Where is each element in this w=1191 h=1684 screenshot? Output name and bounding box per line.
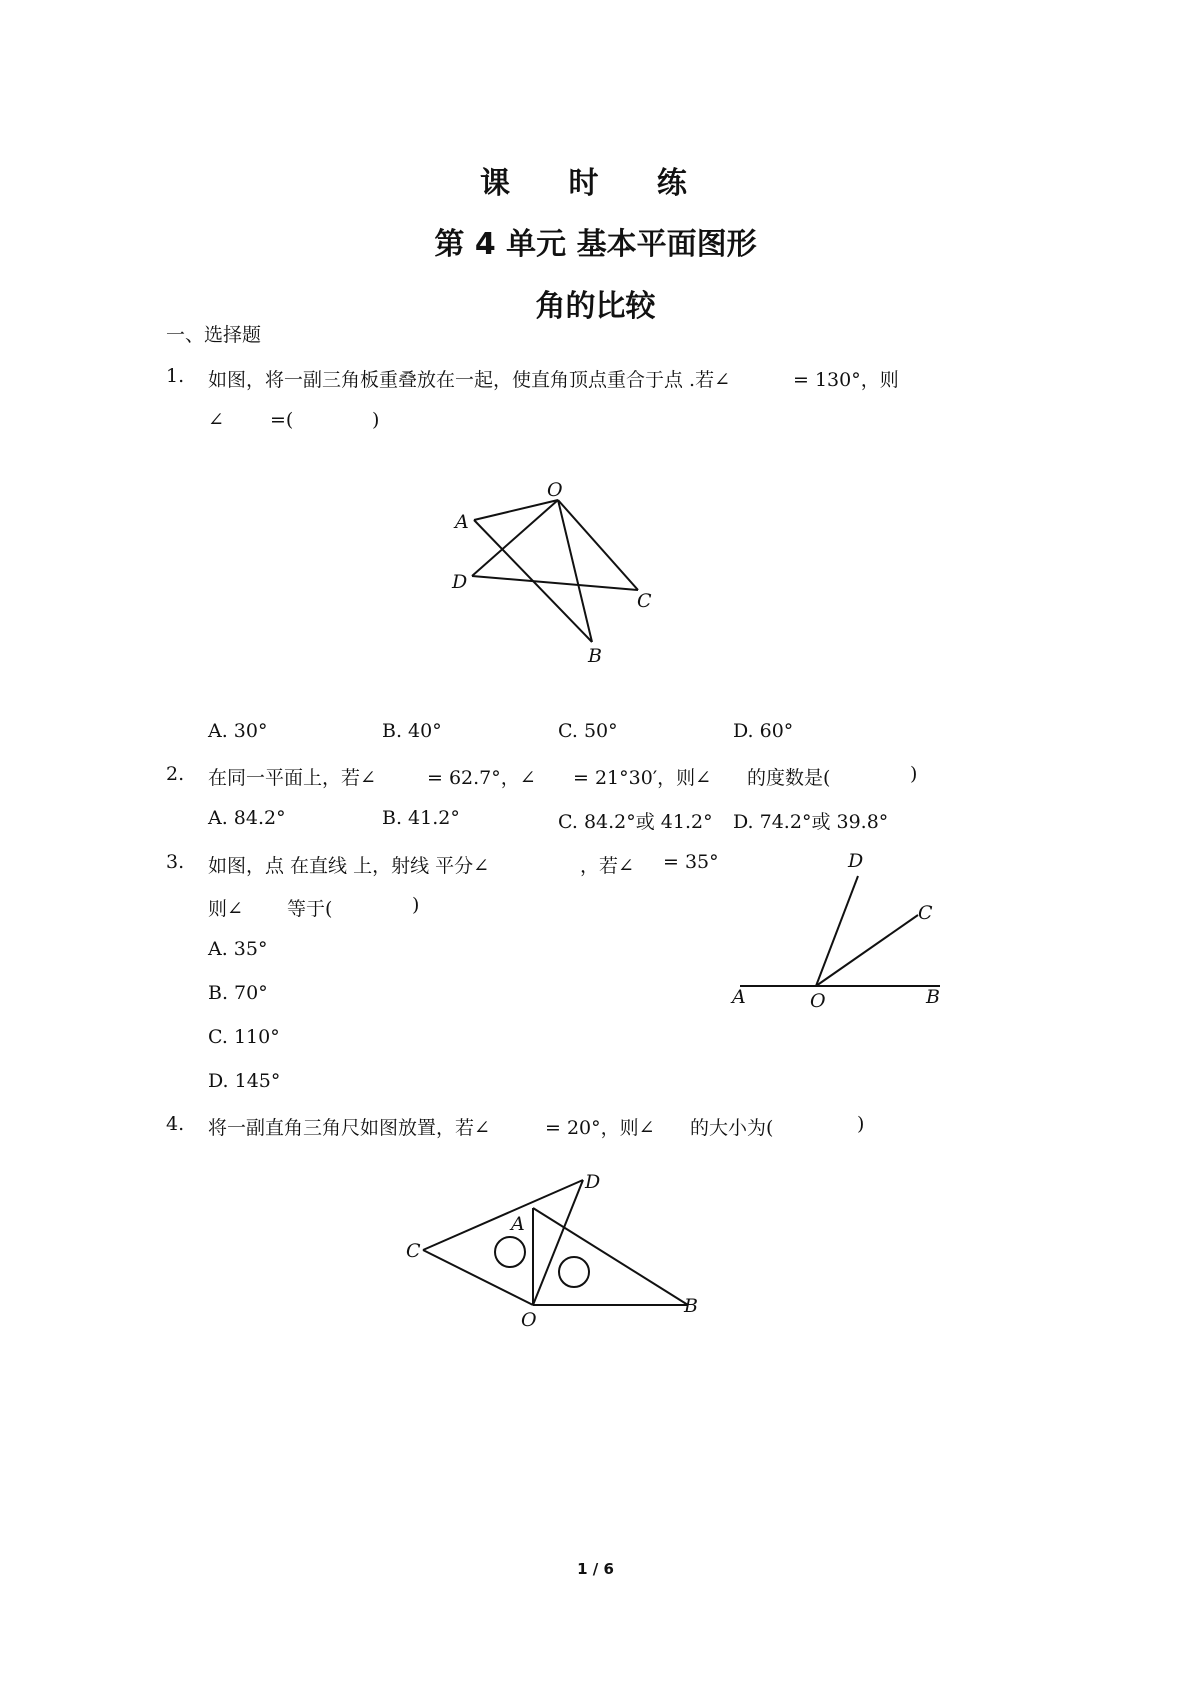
lesson-title: 角的比较	[535, 289, 656, 324]
q3-option-a[interactable]: A. 35°	[208, 938, 268, 960]
q3-option-d[interactable]: D. 145°	[208, 1070, 281, 1092]
q2-option-c[interactable]: C. 84.2°或 41.2°	[558, 811, 713, 833]
q1-text-e: )	[372, 409, 380, 431]
q1-option-a[interactable]: A. 30°	[208, 720, 268, 742]
q3-label-b: B	[926, 986, 940, 1008]
q1-text-b: = 130°，则	[793, 369, 899, 391]
doc-title: 课 时 练	[480, 166, 711, 201]
q4-label-c: C	[406, 1240, 421, 1262]
q3-text-e: 等于(	[287, 898, 333, 920]
q2-text-c: = 21°30′，则∠	[573, 767, 712, 789]
q1-text-d: =(	[270, 409, 294, 431]
q2-number: 2.	[166, 763, 185, 785]
page-number: 1 / 6	[577, 1560, 614, 1578]
q1-number: 1.	[166, 365, 185, 387]
q3-text-a: 如图，点 在直线 上，射线 平分∠	[208, 855, 490, 877]
q4-number: 4.	[166, 1113, 185, 1135]
q4-text-a: 将一副直角三角尺如图放置，若∠	[208, 1117, 490, 1139]
q4-label-d: D	[585, 1171, 601, 1193]
q3-label-a: A	[732, 986, 746, 1008]
unit-title: 第 4 单元 基本平面图形	[434, 227, 757, 262]
q1-label-o: O	[547, 479, 563, 501]
q3-label-d: D	[848, 850, 864, 872]
q1-option-d[interactable]: D. 60°	[733, 720, 794, 742]
q3-text-f: )	[412, 894, 420, 916]
q3-option-c[interactable]: C. 110°	[208, 1026, 280, 1048]
q4-label-a: A	[511, 1213, 525, 1235]
q3-figure	[720, 845, 960, 1025]
q1-label-a: A	[455, 511, 469, 533]
q1-text-c: ∠	[208, 409, 224, 431]
q4-text-d: )	[857, 1113, 865, 1135]
q2-text-a: 在同一平面上，若∠	[208, 767, 376, 789]
q3-text-d: 则∠	[208, 898, 243, 920]
q1-label-b: B	[588, 645, 602, 667]
q4-label-b: B	[684, 1295, 698, 1317]
q2-option-d[interactable]: D. 74.2°或 39.8°	[733, 811, 889, 833]
q2-text-e: )	[910, 763, 918, 785]
q3-label-o: O	[810, 990, 826, 1012]
q1-label-c: C	[637, 590, 652, 612]
q1-label-d: D	[452, 571, 468, 593]
q2-option-b[interactable]: B. 41.2°	[382, 807, 460, 829]
q2-text-d: 的度数是(	[747, 767, 831, 789]
q3-number: 3.	[166, 851, 185, 873]
q4-text-c: 的大小为(	[690, 1117, 774, 1139]
q3-option-b[interactable]: B. 70°	[208, 982, 268, 1004]
q2-text-b: = 62.7°，∠	[427, 767, 536, 789]
q1-option-b[interactable]: B. 40°	[382, 720, 442, 742]
q1-text-a: 如图，将一副三角板重叠放在一起，使直角顶点重合于点 .若∠	[208, 369, 731, 391]
q1-figure	[440, 470, 670, 670]
q4-text-b: = 20°，则∠	[545, 1117, 655, 1139]
q2-option-a[interactable]: A. 84.2°	[208, 807, 286, 829]
q3-label-c: C	[918, 902, 933, 924]
q3-text-c: = 35°	[663, 851, 719, 873]
q3-text-b: ，若∠	[580, 855, 634, 877]
q4-figure	[395, 1160, 715, 1340]
section-heading: 一、选择题	[166, 324, 262, 346]
q1-option-c[interactable]: C. 50°	[558, 720, 618, 742]
q4-label-o: O	[521, 1309, 537, 1331]
